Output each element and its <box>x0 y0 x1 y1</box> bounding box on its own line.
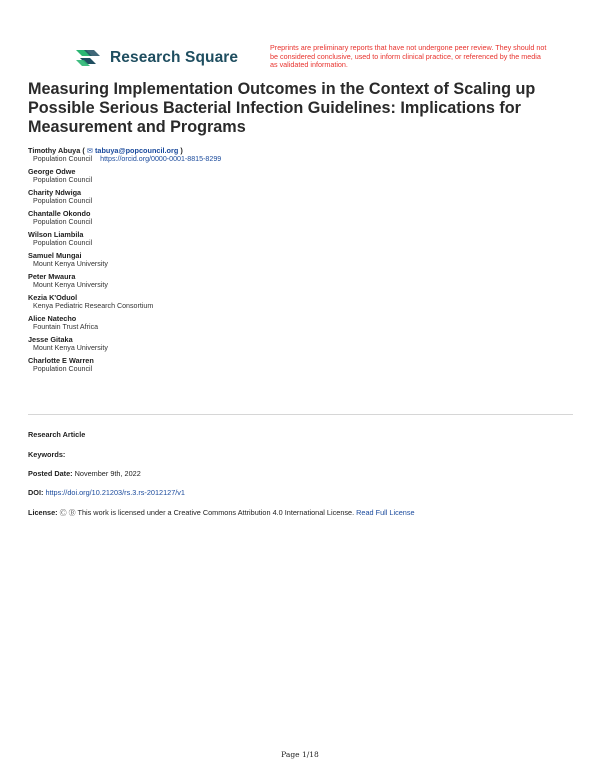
author-entry <box>28 209 568 227</box>
author-entry <box>28 251 568 269</box>
article-type: Research Article <box>28 430 86 439</box>
author-name: Timothy Abuya <box>28 146 81 155</box>
author-entry <box>28 230 568 248</box>
doi-link[interactable]: https://doi.org/10.21203/rs.3.rs-2012127/v1 <box>45 488 185 497</box>
author-name: Peter Mwaura <box>28 272 76 281</box>
keywords: Keywords: <box>28 450 66 459</box>
author-name: Alice Natecho <box>28 314 77 323</box>
paper-title: Measuring Implementation Outcomes in the Context of Scaling up Possible Serious Bacterial Infection Guidelines: Implications for Measurement and Programs <box>28 80 536 136</box>
author-name: Charity Ndwiga <box>28 188 82 197</box>
author-entry <box>28 335 568 353</box>
author-entry <box>28 188 568 206</box>
author-affiliation: Population Council <box>33 218 93 226</box>
author-affiliation: Mount Kenya University <box>33 260 108 268</box>
author-entry <box>28 272 568 290</box>
doi: DOI: https://doi.org/10.21203/rs.3.rs-2012127/v1 <box>28 488 185 497</box>
author-affiliation: Population Council <box>33 365 93 373</box>
author-name: George Odwe <box>28 167 76 176</box>
author-affiliation: Fountain Trust Africa <box>33 323 99 331</box>
author-affiliation: Population Council <box>33 239 93 247</box>
research-square-mark-icon <box>74 46 102 70</box>
author-entry <box>28 356 568 374</box>
author-list <box>28 146 568 377</box>
posted-date: Posted Date: November 9th, 2022 <box>28 469 141 478</box>
author-affiliation: Mount Kenya University <box>33 281 108 289</box>
author-affiliation: Population Council <box>33 176 93 184</box>
logo-text: Research Square <box>110 49 239 66</box>
author-entry <box>28 167 568 185</box>
page-number: Page 1/18 <box>281 750 319 759</box>
license: License: Ⓒ Ⓑ This work is licensed under a Creative Commons Attribution 4.0 International License. Read Full License <box>28 508 415 517</box>
author-email-link[interactable]: tabuya@popcouncil.org <box>94 146 179 155</box>
read-full-license-link[interactable]: Read Full License <box>356 508 415 517</box>
author-name: Jesse Gitaka <box>28 335 73 344</box>
author-entry <box>28 314 568 332</box>
author-affiliation: Kenya Pediatric Research Consortium <box>33 302 154 310</box>
creative-commons-icon: Ⓒ Ⓑ <box>59 510 76 517</box>
mail-icon: ✉ <box>86 146 93 155</box>
author-affiliation: Population Council <box>33 197 93 205</box>
author-affiliation: Mount Kenya University <box>33 344 108 352</box>
author-name: Chantalle Okondo <box>28 209 91 218</box>
author-entry: Timothy Abuya ( ✉ tabuya@popcouncil.org ) Population Council https://orcid.org/0000-0001-8815-8299 <box>28 146 222 163</box>
author-name: Samuel Mungai <box>28 251 82 260</box>
author-name: Charlotte E Warren <box>28 356 94 365</box>
orcid-link[interactable]: https://orcid.org/0000-0001-8815-8299 <box>100 155 222 163</box>
research-square-logo <box>74 46 238 70</box>
author-name: Kezia K'Oduol <box>28 293 78 302</box>
author-affiliation: Population Council <box>33 155 93 163</box>
author-entry <box>28 293 568 311</box>
divider <box>28 414 573 415</box>
preprint-notice: Preprints are preliminary reports that have not undergone peer review. They should not be considered conclusive, used to inform clinical practice, or referenced by the media as validated information. <box>270 43 547 70</box>
author-name: Wilson Liambila <box>28 230 84 239</box>
